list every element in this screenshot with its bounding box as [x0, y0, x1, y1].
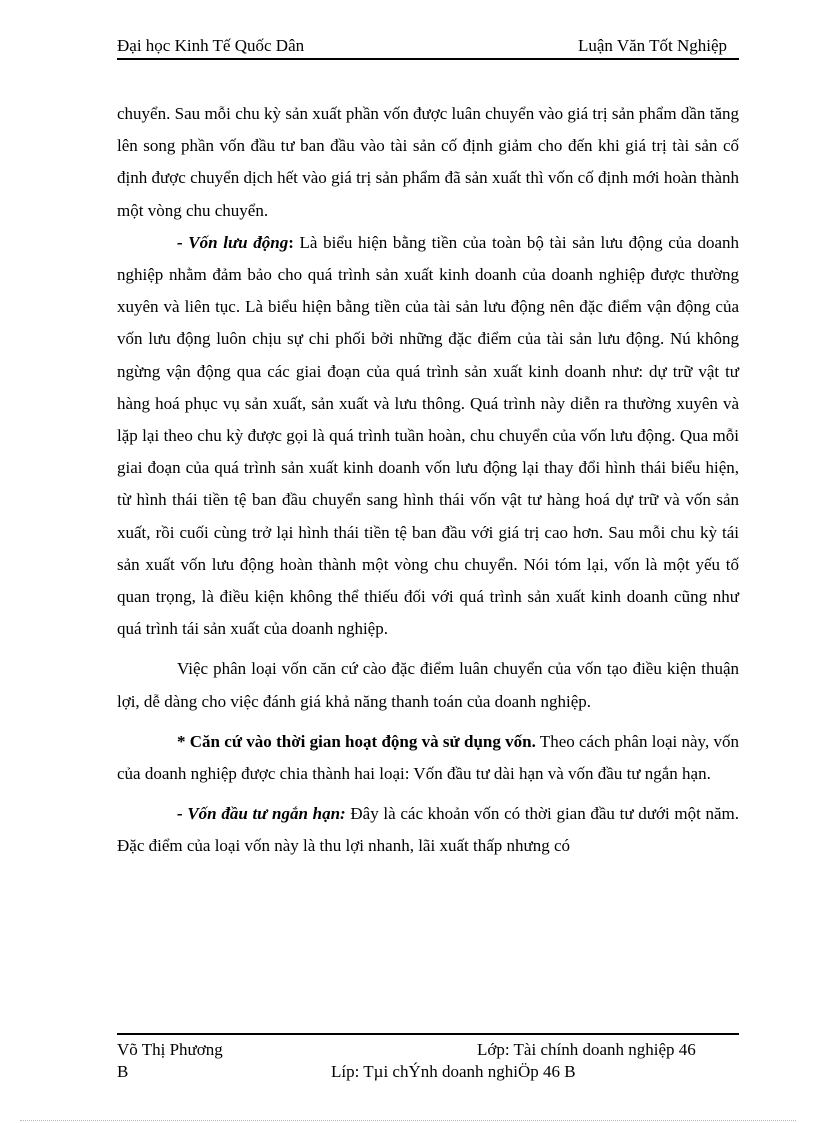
paragraph-by-time-text: Theo cách phân loại này, vốn của doanh nghiệp được chia thành hai loại: Vốn đầu tư dài hạn và vốn đầu tư ngắn hạn. — [117, 731, 739, 784]
term-working-capital: - Vốn lưu động — [177, 232, 289, 252]
footer-class-garbled: Líp: Tµi chÝnh doanh nghiÖp 46 B — [331, 1062, 576, 1081]
footer-class: Lớp: Tài chính doanh nghiệp 46 — [477, 1040, 696, 1059]
footer-divider — [117, 1033, 739, 1035]
document-body — [117, 98, 739, 863]
paragraph-working-capital-text: Là biểu hiện bằng tiền của toàn bộ tài sản lưu động của doanh nghiệp nhằm đảm bảo cho quá trình sản xuất kinh doanh của doanh nghiệp được thường xuyên và liên tục. Là biểu hiện bằng tiền của tài sản lưu động nên đặc điểm vận động của vốn lưu động luôn chịu sự chi phối bởi những đặc điểm của tài sản lưu động. Nú không ngừng vận động qua các giai đoạn của quá trình sản xuất kinh doanh như: dự trữ vật tư hàng hoá phục vụ sản xuất, sản xuất và lưu thông. Quá trình này diễn ra thường xuyên và lặp lại theo chu kỳ được gọi là quá trình tuần hoàn, chu chuyển của vốn lưu động. Qua mỗi giai đoạn của quá trình sản xuất kinh doanh vốn lưu động lại thay đổi hình thái biểu hiện, từ hình thái tiền tệ ban đầu chuyển sang hình thái vốn vật tư hàng hoá dự trữ và vốn sản xuất, rồi cuối cùng trở lại hình thái tiền tệ ban đầu với giá trị cao hơn. Sau mỗi chu kỳ tái sản xuất vốn lưu động hoàn thành một vòng chu chuyển. Nói tóm lại, vốn là một yếu tố quan trọng, là điều kiện không thể thiếu đối với quá trình sản xuất kinh doanh cũng như quá trình tái sản xuất của doanh nghiệp. — [117, 232, 740, 639]
term-short-term: - Vốn đầu tư ngắn hạn: — [177, 804, 346, 824]
term-colon: : — [288, 232, 294, 252]
paragraph-short-term-text: Đây là các khoản vốn có thời gian đầu tư dưới một năm. Đặc điểm của loại vốn này là thu lợi nhanh, lãi xuất thấp nhưng có — [117, 804, 739, 856]
header-thesis-title: Luận Văn Tốt Nghiệp — [577, 36, 727, 55]
paragraph-classification: Việc phân loại vốn căn cứ cào đặc điểm luân chuyển của vốn tạo điều kiện thuận lợi, dễ dàng cho việc đánh giá khả năng thanh toán của doanh nghiệp. — [117, 659, 739, 711]
paragraph-working-capital — [117, 227, 739, 646]
page-bottom-dotted-line — [20, 1120, 796, 1121]
paragraph-by-time — [117, 726, 739, 790]
footer-author-suffix: B — [117, 1062, 129, 1081]
paragraph-short-term — [117, 798, 739, 862]
header-university: Đại học Kinh Tế Quốc Dân — [117, 36, 305, 55]
paragraph-fixed-capital-end: chuyển. Sau mỗi chu kỳ sản xuất phần vốn được luân chuyển vào giá trị sản phẩm dần tăng lên song phần vốn đầu tư ban đầu vào tài sản cố định giảm cho đến khi giá trị tài sản cố định được chuyển dịch hết vào giá trị sản phẩm đã sản xuất thì vốn cố định mới hoàn thành một vòng chu chuyển. — [117, 104, 739, 220]
page-header — [117, 34, 739, 60]
footer-author: Võ Thị Phương — [117, 1040, 223, 1059]
heading-by-time: * Căn cứ vào thời gian hoạt động và sử dụng vốn. — [177, 731, 536, 751]
